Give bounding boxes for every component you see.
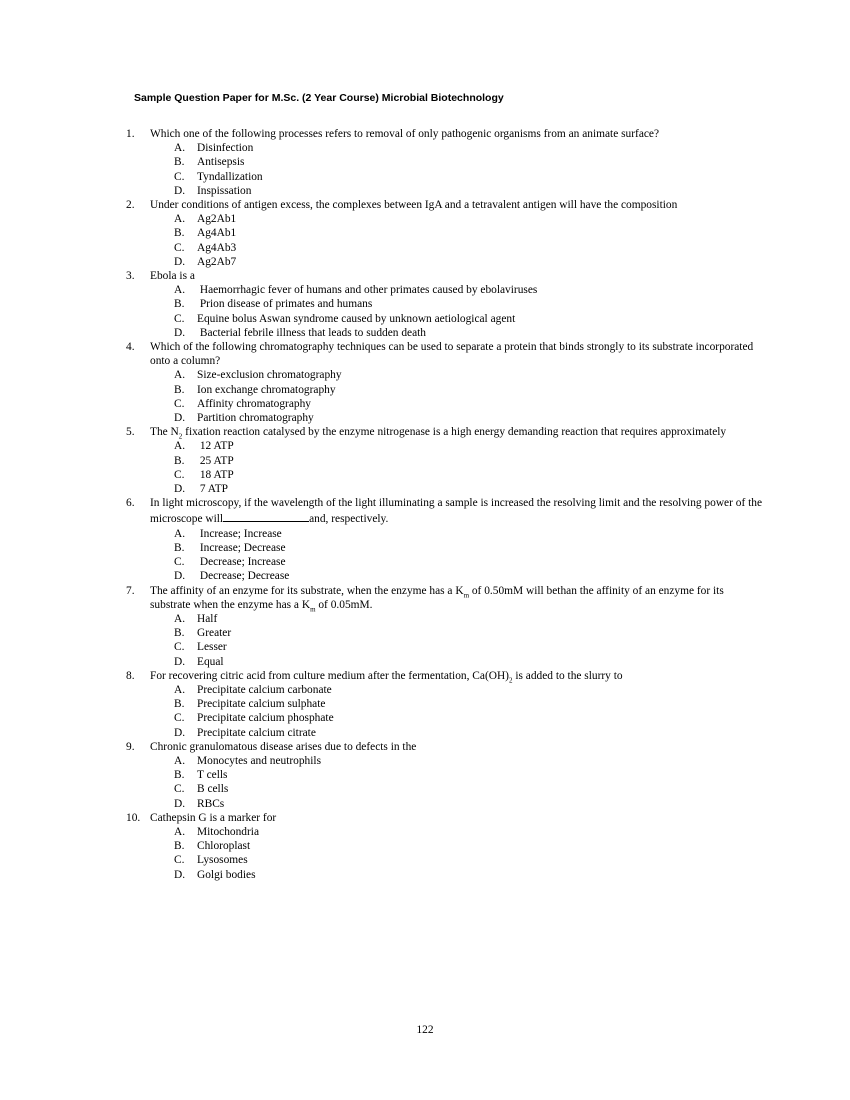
option-text: Lysosomes: [197, 854, 248, 867]
question-text-part: fixation reaction catalysed by the enzyme nitrogenase is a high energy demanding reaction that requires approximately: [182, 426, 727, 439]
question-1: [126, 127, 766, 141]
option-text: Tyndallization: [197, 170, 263, 183]
option-text: Greater: [197, 627, 232, 640]
option-text: Decrease; Decrease: [197, 570, 290, 583]
option-text: 7 ATP: [197, 483, 229, 496]
option-letter: C.: [174, 397, 185, 410]
question-text-part: is added to the slurry to: [512, 669, 623, 682]
question-text-part: of 0.05mM.: [315, 598, 373, 611]
option-6c: [126, 555, 766, 569]
option-letter: A.: [174, 369, 186, 382]
question-text: Under conditions of antigen excess, the complexes between IgA and a tetravalent antigen will have the composition: [150, 199, 678, 212]
option-text: Precipitate calcium carbonate: [197, 683, 332, 696]
subscript: m: [310, 604, 316, 613]
question-number: 8.: [126, 669, 135, 682]
option-4b: [126, 383, 766, 397]
option-text: Lesser: [197, 641, 227, 654]
question-text: Which one of the following processes refers to removal of only pathogenic organisms from an animate surface?: [150, 128, 660, 140]
option-letter: D.: [174, 726, 186, 739]
option-text: Ag2Ab7: [197, 255, 237, 268]
question-number: 2.: [126, 199, 135, 212]
option-letter: B.: [174, 698, 185, 711]
question-text-part: In light microscopy, if the wavelength of the light illuminating a sample is increased the resolving limit and the resolving power of the microscope will: [150, 497, 762, 526]
option-letter: B.: [174, 383, 185, 396]
option-text: Size-exclusion chromatography: [197, 369, 342, 382]
option-8a: [126, 683, 766, 697]
option-1a: [126, 141, 766, 155]
question-6: [126, 496, 766, 526]
question-4: [126, 340, 766, 368]
option-9a: [126, 754, 766, 768]
option-7b: [126, 626, 766, 640]
option-letter: A.: [174, 284, 186, 297]
option-letter: C.: [174, 712, 185, 725]
option-letter: B.: [174, 156, 185, 169]
option-letter: A.: [174, 142, 186, 155]
option-letter: C.: [174, 241, 185, 254]
option-3c: [126, 312, 766, 326]
option-7a: [126, 612, 766, 626]
option-1b: [126, 155, 766, 169]
option-letter: C.: [174, 783, 185, 796]
option-10c: [126, 853, 766, 867]
question-list: [126, 127, 766, 882]
question-10: [126, 811, 766, 825]
question-number: 7.: [126, 584, 135, 597]
option-text: Disinfection: [197, 142, 254, 155]
question-text: Cathepsin G is a marker for: [150, 811, 277, 824]
option-letter: B.: [174, 840, 185, 853]
option-10a: [126, 825, 766, 839]
question-text-part: The N: [150, 426, 179, 439]
option-letter: A.: [174, 683, 186, 696]
option-letter: C.: [174, 854, 185, 867]
option-8c: [126, 711, 766, 725]
question-number: 9.: [126, 740, 135, 753]
option-text: Prion disease of primates and humans: [197, 298, 373, 311]
option-3a: [126, 283, 766, 297]
option-text: Precipitate calcium phosphate: [197, 712, 334, 725]
option-text: Bacterial febrile illness that leads to sudden death: [197, 326, 427, 339]
question-number: 1.: [126, 128, 135, 140]
question-5: [126, 425, 766, 439]
question-3: [126, 269, 766, 283]
option-text: Haemorrhagic fever of humans and other primates caused by ebolaviruses: [197, 284, 538, 297]
question-text: Which of the following chromatography techniques can be used to separate a protein that binds strongly to its substrate incorporated onto a column?: [150, 341, 754, 368]
page-number: 122: [416, 1024, 434, 1036]
option-text: Mitochondria: [197, 825, 260, 838]
option-letter: B.: [174, 227, 185, 240]
option-7c: [126, 640, 766, 654]
question-text: Chronic granulomatous disease arises due to defects in the: [150, 740, 417, 753]
option-3b: [126, 297, 766, 311]
option-letter: A.: [174, 612, 186, 625]
option-letter: C.: [174, 641, 185, 654]
option-letter: A.: [174, 213, 186, 226]
option-letter: D.: [174, 184, 186, 197]
option-text: Monocytes and neutrophils: [197, 754, 322, 767]
option-9b: [126, 768, 766, 782]
option-2a: [126, 212, 766, 226]
option-3d: [126, 326, 766, 340]
option-letter: B.: [174, 298, 185, 311]
option-letter: D.: [174, 326, 186, 339]
option-text: 25 ATP: [197, 454, 234, 467]
option-letter: D.: [174, 570, 186, 583]
option-text: Golgi bodies: [197, 868, 256, 881]
option-text: RBCs: [197, 797, 225, 810]
option-text: Affinity chromatography: [197, 397, 311, 410]
option-4a: [126, 368, 766, 382]
option-text: T cells: [197, 769, 228, 782]
option-text: Chloroplast: [197, 840, 251, 853]
option-10b: [126, 839, 766, 853]
question-text-part: The affinity of an enzyme for its substrate, when the enzyme has a K: [150, 584, 464, 597]
question-8: [126, 669, 766, 683]
option-8b: [126, 697, 766, 711]
subscript: 2: [508, 676, 513, 684]
option-letter: D.: [174, 868, 186, 881]
option-8d: [126, 726, 766, 740]
question-number: 4.: [126, 341, 135, 354]
option-text: Equal: [197, 655, 224, 668]
option-10d: [126, 868, 766, 882]
option-9d: [126, 797, 766, 811]
question-7: [126, 584, 766, 612]
option-text: Antisepsis: [197, 156, 245, 169]
question-text: [150, 669, 766, 683]
subscript: m: [463, 590, 470, 599]
option-letter: D.: [174, 412, 186, 425]
option-letter: B.: [174, 541, 185, 554]
option-text: Decrease; Increase: [197, 556, 286, 569]
option-letter: C.: [174, 170, 185, 183]
question-text: [150, 584, 766, 612]
question-9: [126, 740, 766, 754]
option-text: B cells: [197, 783, 229, 796]
option-2b: [126, 226, 766, 240]
option-5a: [126, 439, 766, 453]
option-6b: [126, 541, 766, 555]
option-7d: [126, 655, 766, 669]
question-number: 5.: [126, 426, 135, 439]
option-letter: C.: [174, 312, 185, 325]
option-letter: A.: [174, 754, 186, 767]
question-text: [150, 425, 766, 439]
option-5c: [126, 468, 766, 482]
answer-blank: [223, 510, 309, 522]
option-text: Precipitate calcium citrate: [197, 726, 316, 739]
option-letter: B.: [174, 454, 185, 467]
question-number: 10.: [126, 811, 141, 824]
option-text: Ag2Ab1: [197, 213, 237, 226]
question-2: [126, 198, 766, 212]
option-letter: D.: [174, 655, 186, 668]
question-text-part: For recovering citric acid from culture medium after the fermentation, Ca(OH): [150, 669, 509, 682]
question-text: [150, 496, 766, 526]
option-5b: [126, 454, 766, 468]
option-5d: [126, 482, 766, 496]
option-text: Ion exchange chromatography: [197, 383, 336, 396]
option-1c: [126, 170, 766, 184]
option-2c: [126, 241, 766, 255]
option-letter: A.: [174, 825, 186, 838]
question-number: 6.: [126, 497, 135, 510]
option-6d: [126, 569, 766, 583]
option-1d: [126, 184, 766, 198]
option-letter: C.: [174, 556, 185, 569]
option-letter: D.: [174, 797, 186, 810]
option-text: Equine bolus Aswan syndrome caused by unknown aetiological agent: [197, 312, 516, 325]
option-text: 18 ATP: [197, 468, 234, 481]
option-text: Increase; Increase: [197, 527, 282, 540]
option-2d: [126, 255, 766, 269]
option-letter: C.: [174, 468, 185, 481]
option-letter: D.: [174, 483, 186, 496]
option-letter: A.: [174, 527, 186, 540]
question-text-part: and, respectively.: [309, 513, 389, 526]
option-6a: [126, 527, 766, 541]
option-letter: B.: [174, 627, 185, 640]
option-text: 12 ATP: [197, 440, 234, 453]
option-text: Increase; Decrease: [197, 541, 286, 554]
option-text: Partition chromatography: [197, 412, 314, 425]
option-9c: [126, 782, 766, 796]
option-text: Ag4Ab1: [197, 227, 237, 240]
option-text: Inspissation: [197, 184, 252, 197]
question-number: 3.: [126, 270, 135, 283]
option-text: Precipitate calcium sulphate: [197, 698, 326, 711]
option-letter: D.: [174, 255, 186, 268]
page-header-title: Sample Question Paper for M.Sc. (2 Year Course) Microbial Biotechnology: [134, 92, 504, 104]
option-4d: [126, 411, 766, 425]
option-text: Half: [197, 612, 218, 625]
question-text: Ebola is a: [150, 270, 195, 283]
option-letter: B.: [174, 769, 185, 782]
option-4c: [126, 397, 766, 411]
option-text: Ag4Ab3: [197, 241, 237, 254]
subscript: 2: [178, 432, 183, 441]
option-letter: A.: [174, 440, 186, 453]
question-text-part: of 0.50mM will bethan the affinity of an enzyme for its substrate when the enzyme has a K: [150, 584, 724, 611]
